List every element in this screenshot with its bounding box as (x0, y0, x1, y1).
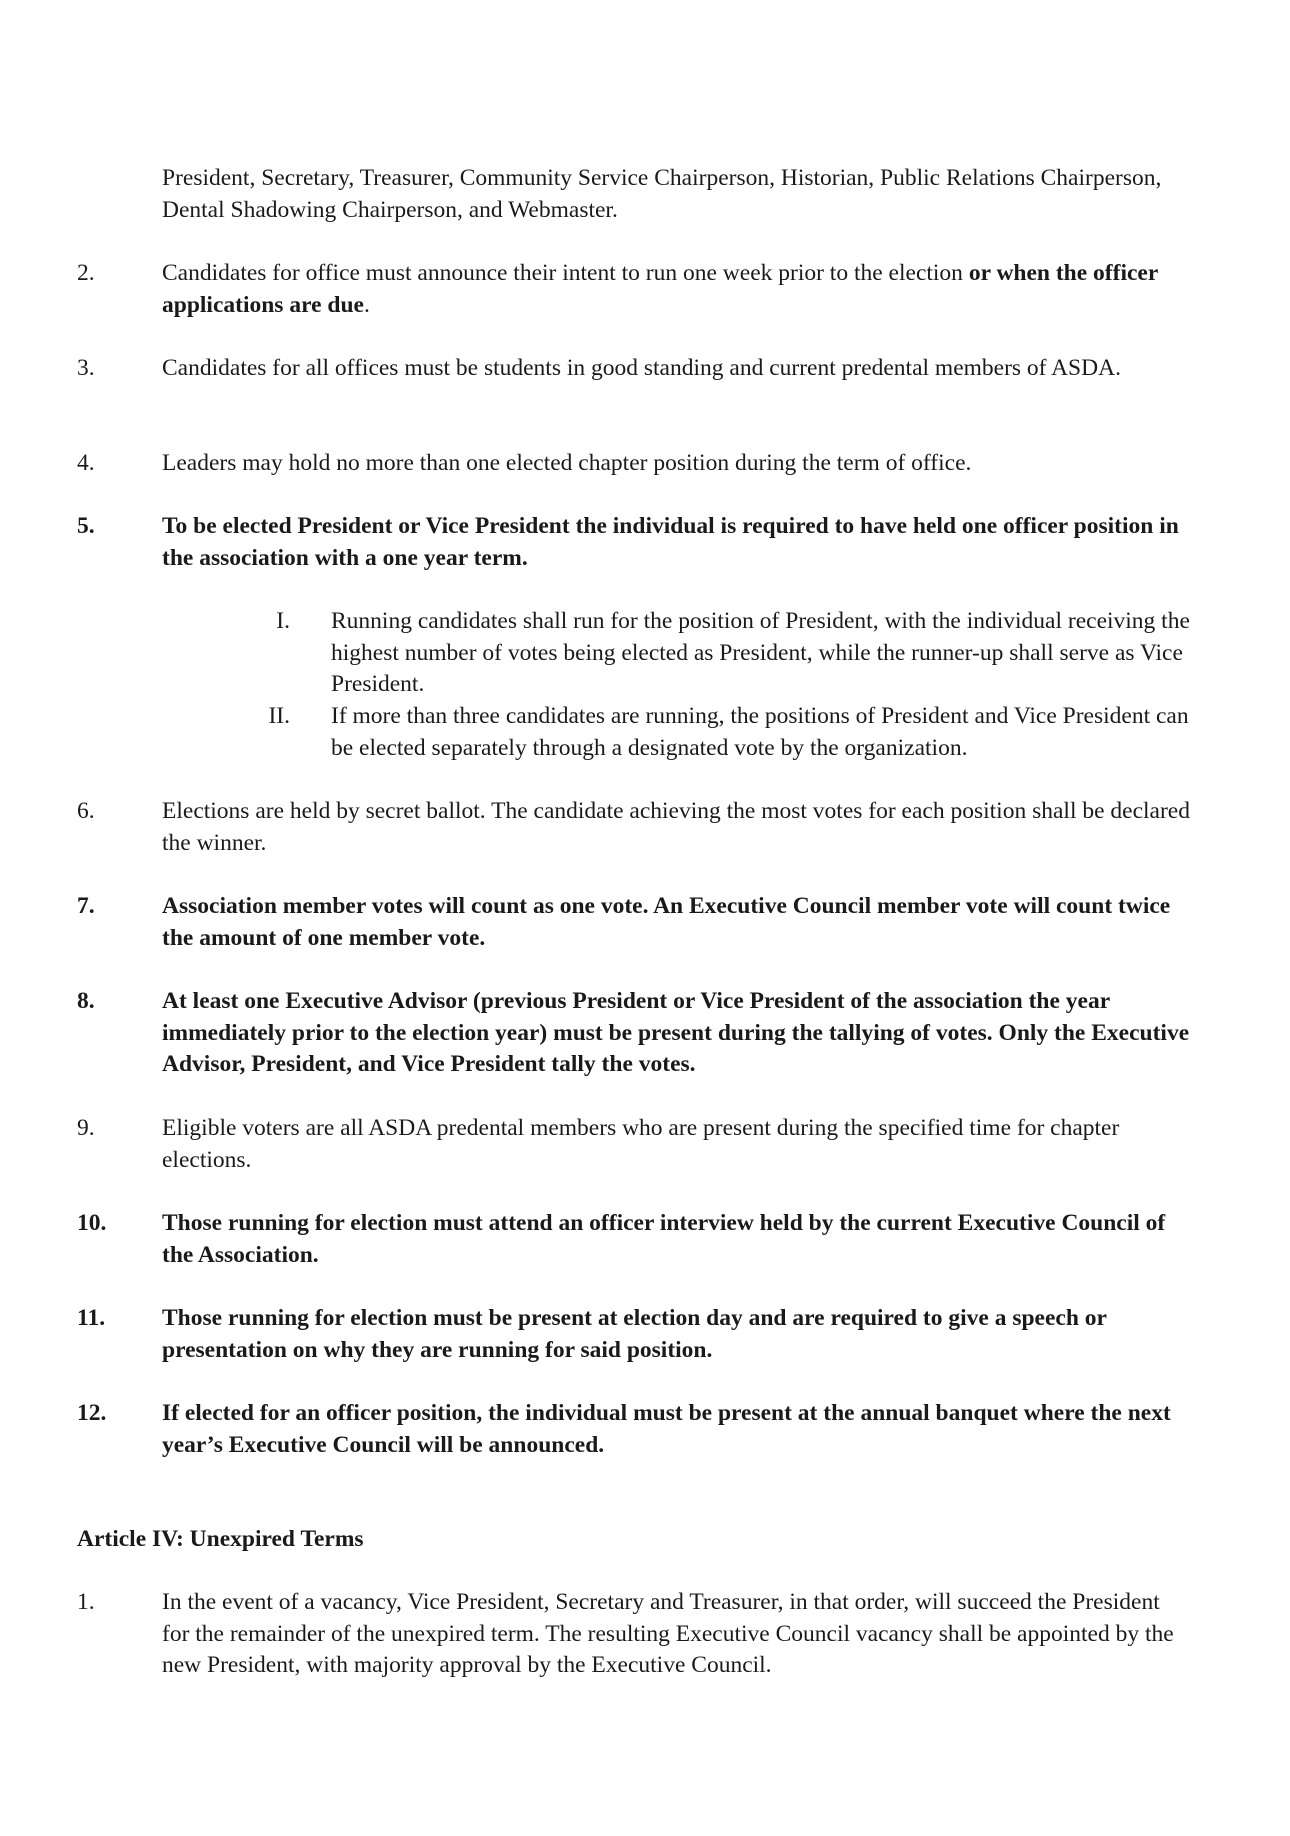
list-item-number: 7. (77, 893, 95, 919)
list-item-number: 4. (77, 450, 95, 476)
list-item-text: Eligible voters are all ASDA predental members who are present during the specified time for chapter elections. (162, 1115, 1120, 1173)
list-item-text: Those running for election must be present at election day and are required to give a speech or presentation on why they are running for said position. (162, 1305, 1107, 1363)
article-heading: Article IV: Unexpired Terms (77, 1526, 364, 1552)
list-item-text: If elected for an officer position, the individual must be present at the annual banquet where the next year’s Executive Council will be announced. (162, 1400, 1171, 1458)
list-item-number: 3. (77, 355, 95, 381)
list-item-text-bold: or when the officer applications are due (162, 260, 1158, 318)
list-item-number: 8. (77, 988, 95, 1014)
list-item-text: At least one Executive Advisor (previous President or Vice President of the association the year immediately prior to the election year) must be present during the tallying of votes. Only the Executive Advisor, President, and Vice President tally the votes. (162, 988, 1190, 1077)
list-item-text: President, Secretary, Treasurer, Community Service Chairperson, Historian, Public Relations Chairperson, Dental Shadowing Chairperson, and Webmaster. (162, 165, 1162, 223)
sublist-item-number: II. (268, 703, 290, 729)
list-item-text (162, 258, 1192, 321)
list-item-number: 11. (77, 1305, 106, 1331)
list-item-text: In the event of a vacancy, Vice President, Secretary and Treasurer, in that order, will succeed the President for the remainder of the unexpired term. The resulting Executive Council vacancy shall be appointed by the new President, with majority approval by the Executive Council. (162, 1589, 1174, 1678)
list-item-text-tail: . (363, 291, 370, 318)
list-item-text-regular: Candidates for office must announce their intent to run one week prior to the election (162, 260, 969, 286)
list-item-number: 12. (77, 1400, 107, 1426)
list-item-text: Candidates for all offices must be students in good standing and current predental members of ASDA. (162, 355, 1121, 381)
list-item-number: 6. (77, 798, 95, 824)
list-item-text: Elections are held by secret ballot. The candidate achieving the most votes for each position shall be declared the winner. (162, 798, 1190, 856)
list-item-number: 2. (77, 260, 95, 286)
list-item-number: 9. (77, 1115, 95, 1141)
sublist-item-text: If more than three candidates are running, the positions of President and Vice President can be elected separately through a designated vote by the organization. (331, 703, 1189, 761)
list-item-number: 5. (77, 513, 95, 539)
list-item-number: 10. (77, 1210, 107, 1236)
list-item-text: Those running for election must attend an officer interview held by the current Executive Council of the Association. (162, 1210, 1166, 1268)
list-item-number: 1. (77, 1589, 95, 1615)
sublist-item-number: I. (276, 608, 290, 634)
list-item-text: To be elected President or Vice President the individual is required to have held one officer position in the association with a one year term. (162, 513, 1179, 571)
sublist-item-text: Running candidates shall run for the position of President, with the individual receiving the highest number of votes being elected as President, while the runner-up shall serve as Vice President. (331, 608, 1190, 697)
list-item-text: Leaders may hold no more than one elected chapter position during the term of office. (162, 450, 972, 476)
list-item-text: Association member votes will count as one vote. An Executive Council member vote will count twice the amount of one member vote. (162, 893, 1171, 951)
